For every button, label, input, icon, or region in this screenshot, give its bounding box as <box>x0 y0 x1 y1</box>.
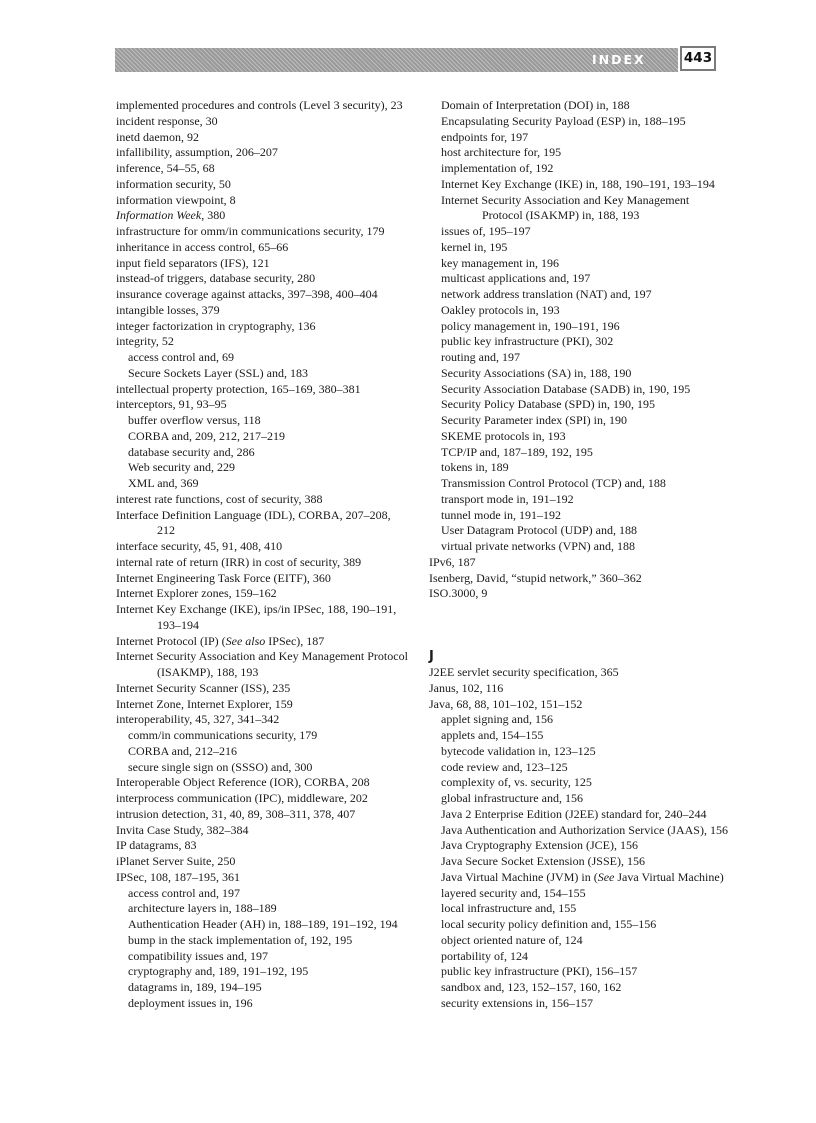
index-subentry <box>429 823 729 839</box>
index-entry <box>116 791 408 807</box>
entry-text: infallibility, assumption, 206–207 <box>116 145 278 160</box>
index-entry <box>116 697 408 713</box>
index-subentry <box>429 980 729 996</box>
entry-text: bump in the stack implementation of, 192, 195 <box>128 932 353 947</box>
entry-suffix: , 380 <box>201 208 226 223</box>
entry-text: ISO.3000, 9 <box>429 586 488 601</box>
index-subentry <box>429 287 729 303</box>
entry-text: infrastructure for omm/in communications security, 179 <box>116 224 385 238</box>
entry-text: complexity of, vs. security, 125 <box>441 775 592 790</box>
entry-text: kernel in, 195 <box>441 239 508 254</box>
index-subentry <box>116 949 408 965</box>
index-subentry <box>429 445 729 461</box>
entry-text: access control and, 69 <box>128 350 234 364</box>
index-subentry <box>429 933 729 949</box>
entry-suffix: Java Virtual Machine) <box>614 869 724 884</box>
entry-text: Security Association Database (SADB) in, 190, 195 <box>441 381 691 396</box>
index-subentry <box>116 917 408 933</box>
index-subentry <box>429 145 729 161</box>
entry-text: instead-of triggers, database security, 280 <box>116 271 316 286</box>
entry-text: Internet Security Association and Key Management Protocol (ISAKMP), 188, 193 <box>116 649 408 679</box>
index-entry <box>116 130 408 146</box>
index-subentry <box>429 161 729 177</box>
entry-text: tokens in, 189 <box>441 460 509 475</box>
index-subentry <box>429 838 729 854</box>
index-subentry <box>429 114 729 130</box>
index-entry <box>429 586 729 602</box>
entry-text: object oriented nature of, 124 <box>441 932 583 947</box>
entry-text: Encapsulating Security Payload (ESP) in, 188–195 <box>441 113 686 128</box>
entry-text: Java Virtual Machine (JVM) in ( <box>441 869 598 884</box>
entry-text: database security and, 286 <box>128 444 255 459</box>
index-entry <box>116 807 408 823</box>
see-also-text: See <box>597 869 615 884</box>
index-subentry <box>429 319 729 335</box>
entry-text: host architecture for, 195 <box>441 145 562 160</box>
entry-text: Internet Protocol (IP) ( <box>116 633 226 648</box>
entry-text: interest rate functions, cost of security, 388 <box>116 491 323 506</box>
index-entry <box>116 303 408 319</box>
index-subentry <box>429 98 729 114</box>
index-subentry <box>429 949 729 965</box>
index-entry <box>116 586 408 602</box>
entry-text: implemented procedures and controls (Level 3 security), 23 <box>116 98 403 112</box>
index-subentry <box>429 964 729 980</box>
entry-text: network address translation (NAT) and, 197 <box>441 287 652 301</box>
entry-text: Security Parameter index (SPI) in, 190 <box>441 413 627 427</box>
entry-text: Janus, 102, 116 <box>429 680 504 695</box>
index-subentry <box>116 996 408 1012</box>
index-entry <box>116 397 408 413</box>
entry-text: Java Authentication and Authorization Service (JAAS), 156 <box>441 822 728 837</box>
entry-text: security extensions in, 156–157 <box>441 995 593 1010</box>
index-subentry <box>429 807 729 823</box>
index-entry <box>116 602 408 634</box>
index-subentry <box>116 413 408 429</box>
index-subentry <box>429 271 729 287</box>
entry-text: compatibility issues and, 197 <box>128 948 268 963</box>
entry-text: local infrastructure and, 155 <box>441 901 577 916</box>
entry-text: tunnel mode in, 191–192 <box>441 507 561 522</box>
entry-text: Internet Engineering Task Force (EITF), 360 <box>116 570 331 585</box>
entry-text: User Datagram Protocol (UDP) and, 188 <box>441 523 637 538</box>
entry-text: Oakley protocols in, 193 <box>441 302 560 317</box>
entry-text: datagrams in, 189, 194–195 <box>128 980 262 994</box>
index-subentry <box>116 744 408 760</box>
index-entry <box>116 382 408 398</box>
entry-text: applet signing and, 156 <box>441 712 553 727</box>
entry-text: iPlanet Server Suite, 250 <box>116 854 236 868</box>
entry-text: Security Policy Database (SPD) in, 190, 195 <box>441 397 655 412</box>
entry-text: Invita Case Study, 382–384 <box>116 822 249 837</box>
index-entry <box>116 681 408 697</box>
entry-text: Authentication Header (AH) in, 188–189, 191–192, 194 <box>128 917 398 931</box>
index-column-left <box>116 98 408 1012</box>
index-entry <box>429 665 729 681</box>
entry-text: IP datagrams, 83 <box>116 838 197 853</box>
entry-text: public key infrastructure (PKI), 156–157 <box>441 964 638 979</box>
entry-text: key management in, 196 <box>441 255 559 270</box>
entry-text: inference, 54–55, 68 <box>116 161 215 175</box>
index-subentry <box>116 445 408 461</box>
index-subentry <box>429 760 729 776</box>
index-entry <box>116 539 408 555</box>
entry-text: Interface Definition Language (IDL), CORBA, 207–208, 212 <box>116 507 391 538</box>
index-entry <box>116 823 408 839</box>
index-entry <box>429 571 729 587</box>
index-subentry <box>429 350 729 366</box>
entry-text: J2EE servlet security specification, 365 <box>429 665 619 679</box>
index-column-right <box>429 98 729 1012</box>
index-entry <box>116 145 408 161</box>
index-subentry <box>429 886 729 902</box>
entry-text: Isenberg, David, “stupid network,” 360–362 <box>429 570 642 585</box>
entry-text: secure single sign on (SSSO) and, 300 <box>128 759 313 774</box>
entry-text: TCP/IP and, 187–189, 192, 195 <box>441 444 593 459</box>
index-entry <box>116 649 408 681</box>
entry-text: applets and, 154–155 <box>441 728 544 742</box>
index-subentry <box>429 728 729 744</box>
entry-text: Internet Security Association and Key Management Protocol (ISAKMP) in, 188, 193 <box>441 192 690 223</box>
index-entry <box>429 555 729 571</box>
entry-text: local security policy definition and, 155–156 <box>441 917 657 931</box>
index-entry <box>116 555 408 571</box>
index-entry <box>116 870 408 886</box>
see-also-text: See also <box>225 633 266 648</box>
entry-text: Java Cryptography Extension (JCE), 156 <box>441 838 638 853</box>
entry-text: interprocess communication (IPC), middleware, 202 <box>116 791 368 805</box>
index-subentry <box>429 523 729 539</box>
entry-text: Internet Security Scanner (ISS), 235 <box>116 680 291 695</box>
index-subentry <box>116 980 408 996</box>
index-subentry <box>429 303 729 319</box>
entry-text: information security, 50 <box>116 176 231 191</box>
index-subentry <box>116 476 408 492</box>
index-subentry <box>429 996 729 1012</box>
entry-text: Java Secure Socket Extension (JSSE), 156 <box>441 854 645 868</box>
index-entry <box>116 161 408 177</box>
index-entry <box>116 193 408 209</box>
index-entry <box>429 697 729 713</box>
index-subentry <box>429 460 729 476</box>
entry-text: integer factorization in cryptography, 136 <box>116 318 316 333</box>
index-entry <box>116 319 408 335</box>
index-entry <box>116 571 408 587</box>
entry-text: Internet Explorer zones, 159–162 <box>116 586 277 601</box>
entry-text: buffer overflow versus, 118 <box>128 413 261 427</box>
index-entry <box>116 224 408 240</box>
entry-text: code review and, 123–125 <box>441 759 568 774</box>
entry-text: interoperability, 45, 327, 341–342 <box>116 712 280 727</box>
index-entry <box>116 208 408 224</box>
entry-text: layered security and, 154–155 <box>441 885 586 900</box>
index-subentry <box>429 492 729 508</box>
entry-text: Internet Key Exchange (IKE) in, 188, 190–191, 193–194 <box>441 176 715 191</box>
entry-text: access control and, 197 <box>128 885 240 900</box>
index-entry <box>116 114 408 130</box>
entry-text: intellectual property protection, 165–169, 380–381 <box>116 381 361 396</box>
entry-text: Transmission Control Protocol (TCP) and, 188 <box>441 476 666 490</box>
entry-text: interceptors, 91, 93–95 <box>116 397 227 412</box>
index-subentry <box>429 791 729 807</box>
index-subentry <box>429 712 729 728</box>
entry-text: architecture layers in, 188–189 <box>128 901 277 916</box>
index-subentry <box>429 429 729 445</box>
index-subentry <box>429 870 729 886</box>
entry-text: Internet Zone, Internet Explorer, 159 <box>116 696 293 711</box>
index-subentry <box>116 366 408 382</box>
index-entry <box>116 240 408 256</box>
index-subentry <box>429 177 729 193</box>
index-entry <box>116 256 408 272</box>
entry-text: Java 2 Enterprise Edition (J2EE) standard for, 240–244 <box>441 806 707 821</box>
index-subentry <box>429 240 729 256</box>
entry-text: issues of, 195–197 <box>441 224 531 238</box>
index-subentry <box>429 366 729 382</box>
index-subentry <box>429 256 729 272</box>
entry-text: bytecode validation in, 123–125 <box>441 743 596 758</box>
entry-text: integrity, 52 <box>116 334 174 349</box>
entry-text: SKEME protocols in, 193 <box>441 428 566 443</box>
index-subentry <box>116 350 408 366</box>
entry-text: input field separators (IFS), 121 <box>116 255 270 270</box>
entry-text: policy management in, 190–191, 196 <box>441 318 620 333</box>
index-subentry <box>116 460 408 476</box>
index-entry <box>116 271 408 287</box>
entry-text: XML and, 369 <box>128 476 199 490</box>
section-gap <box>429 602 729 649</box>
index-entry <box>116 854 408 870</box>
entry-text: Information Week <box>116 208 202 223</box>
index-entry <box>116 287 408 303</box>
entry-text: global infrastructure and, 156 <box>441 791 583 805</box>
entry-text: Web security and, 229 <box>128 460 236 475</box>
index-entry <box>116 508 408 540</box>
entry-suffix: IPSec), 187 <box>265 633 325 648</box>
index-subentry <box>429 854 729 870</box>
entry-text: Internet Key Exchange (IKE), ips/in IPSec, 188, 190–191, 193–194 <box>116 602 397 632</box>
entry-text: routing and, 197 <box>441 350 520 364</box>
entry-text: public key infrastructure (PKI), 302 <box>441 334 614 349</box>
index-subentry <box>429 539 729 555</box>
index-subentry <box>116 429 408 445</box>
entry-text: internal rate of return (IRR) in cost of security, 389 <box>116 554 362 569</box>
entry-text: intrusion detection, 31, 40, 89, 308–311, 378, 407 <box>116 806 356 821</box>
entry-text: intangible losses, 379 <box>116 302 220 317</box>
entry-text: CORBA and, 209, 212, 217–219 <box>128 428 286 443</box>
page-number: 443 <box>680 46 716 71</box>
index-subentry <box>116 901 408 917</box>
index-subentry <box>429 744 729 760</box>
entry-text: deployment issues in, 196 <box>128 995 253 1010</box>
entry-text: Domain of Interpretation (DOI) in, 188 <box>441 98 630 112</box>
section-letter: J <box>429 649 434 664</box>
entry-text: Secure Sockets Layer (SSL) and, 183 <box>128 365 308 380</box>
entry-text: portability of, 124 <box>441 948 528 963</box>
entry-text: endpoints for, 197 <box>441 129 529 144</box>
index-subentry <box>429 476 729 492</box>
entry-text: IPv6, 187 <box>429 554 476 569</box>
entry-text: inheritance in access control, 65–66 <box>116 239 289 254</box>
index-entry <box>116 98 408 114</box>
entry-text: Security Associations (SA) in, 188, 190 <box>441 365 632 380</box>
entry-text: transport mode in, 191–192 <box>441 491 574 506</box>
index-entry <box>116 334 408 350</box>
index-entry <box>116 177 408 193</box>
entry-text: IPSec, 108, 187–195, 361 <box>116 869 240 884</box>
index-subentry <box>116 760 408 776</box>
entry-text: cryptography and, 189, 191–192, 195 <box>128 964 309 979</box>
entry-text: sandbox and, 123, 152–157, 160, 162 <box>441 980 622 994</box>
index-entry <box>116 492 408 508</box>
index-subentry <box>429 193 729 225</box>
entry-text: comm/in communications security, 179 <box>128 728 318 742</box>
entry-text: Interoperable Object Reference (IOR), CORBA, 208 <box>116 775 370 790</box>
entry-text: insurance coverage against attacks, 397–398, 400–404 <box>116 287 378 301</box>
entry-text: inetd daemon, 92 <box>116 129 199 144</box>
index-subentry <box>116 964 408 980</box>
index-entry <box>116 712 408 728</box>
entry-text: implementation of, 192 <box>441 161 554 175</box>
index-subentry <box>429 224 729 240</box>
index-subentry <box>429 382 729 398</box>
index-subentry <box>429 130 729 146</box>
index-subentry <box>429 397 729 413</box>
index-subentry <box>429 508 729 524</box>
section-label: INDEX <box>592 52 646 67</box>
index-entry <box>116 634 408 650</box>
entry-text: incident response, 30 <box>116 113 218 128</box>
entry-text: interface security, 45, 91, 408, 410 <box>116 539 283 553</box>
entry-text: Java, 68, 88, 101–102, 151–152 <box>429 696 583 711</box>
index-subentry <box>429 334 729 350</box>
index-subentry <box>429 917 729 933</box>
entry-text: CORBA and, 212–216 <box>128 743 238 758</box>
index-entry <box>116 775 408 791</box>
index-subentry <box>429 901 729 917</box>
index-entry <box>116 838 408 854</box>
index-entry <box>429 681 729 697</box>
entry-text: information viewpoint, 8 <box>116 192 236 207</box>
index-subentry <box>429 413 729 429</box>
index-subentry <box>429 775 729 791</box>
index-subentry <box>116 728 408 744</box>
index-subentry <box>116 886 408 902</box>
entry-text: virtual private networks (VPN) and, 188 <box>441 539 635 553</box>
entry-text: multicast applications and, 197 <box>441 271 591 286</box>
index-subentry <box>116 933 408 949</box>
